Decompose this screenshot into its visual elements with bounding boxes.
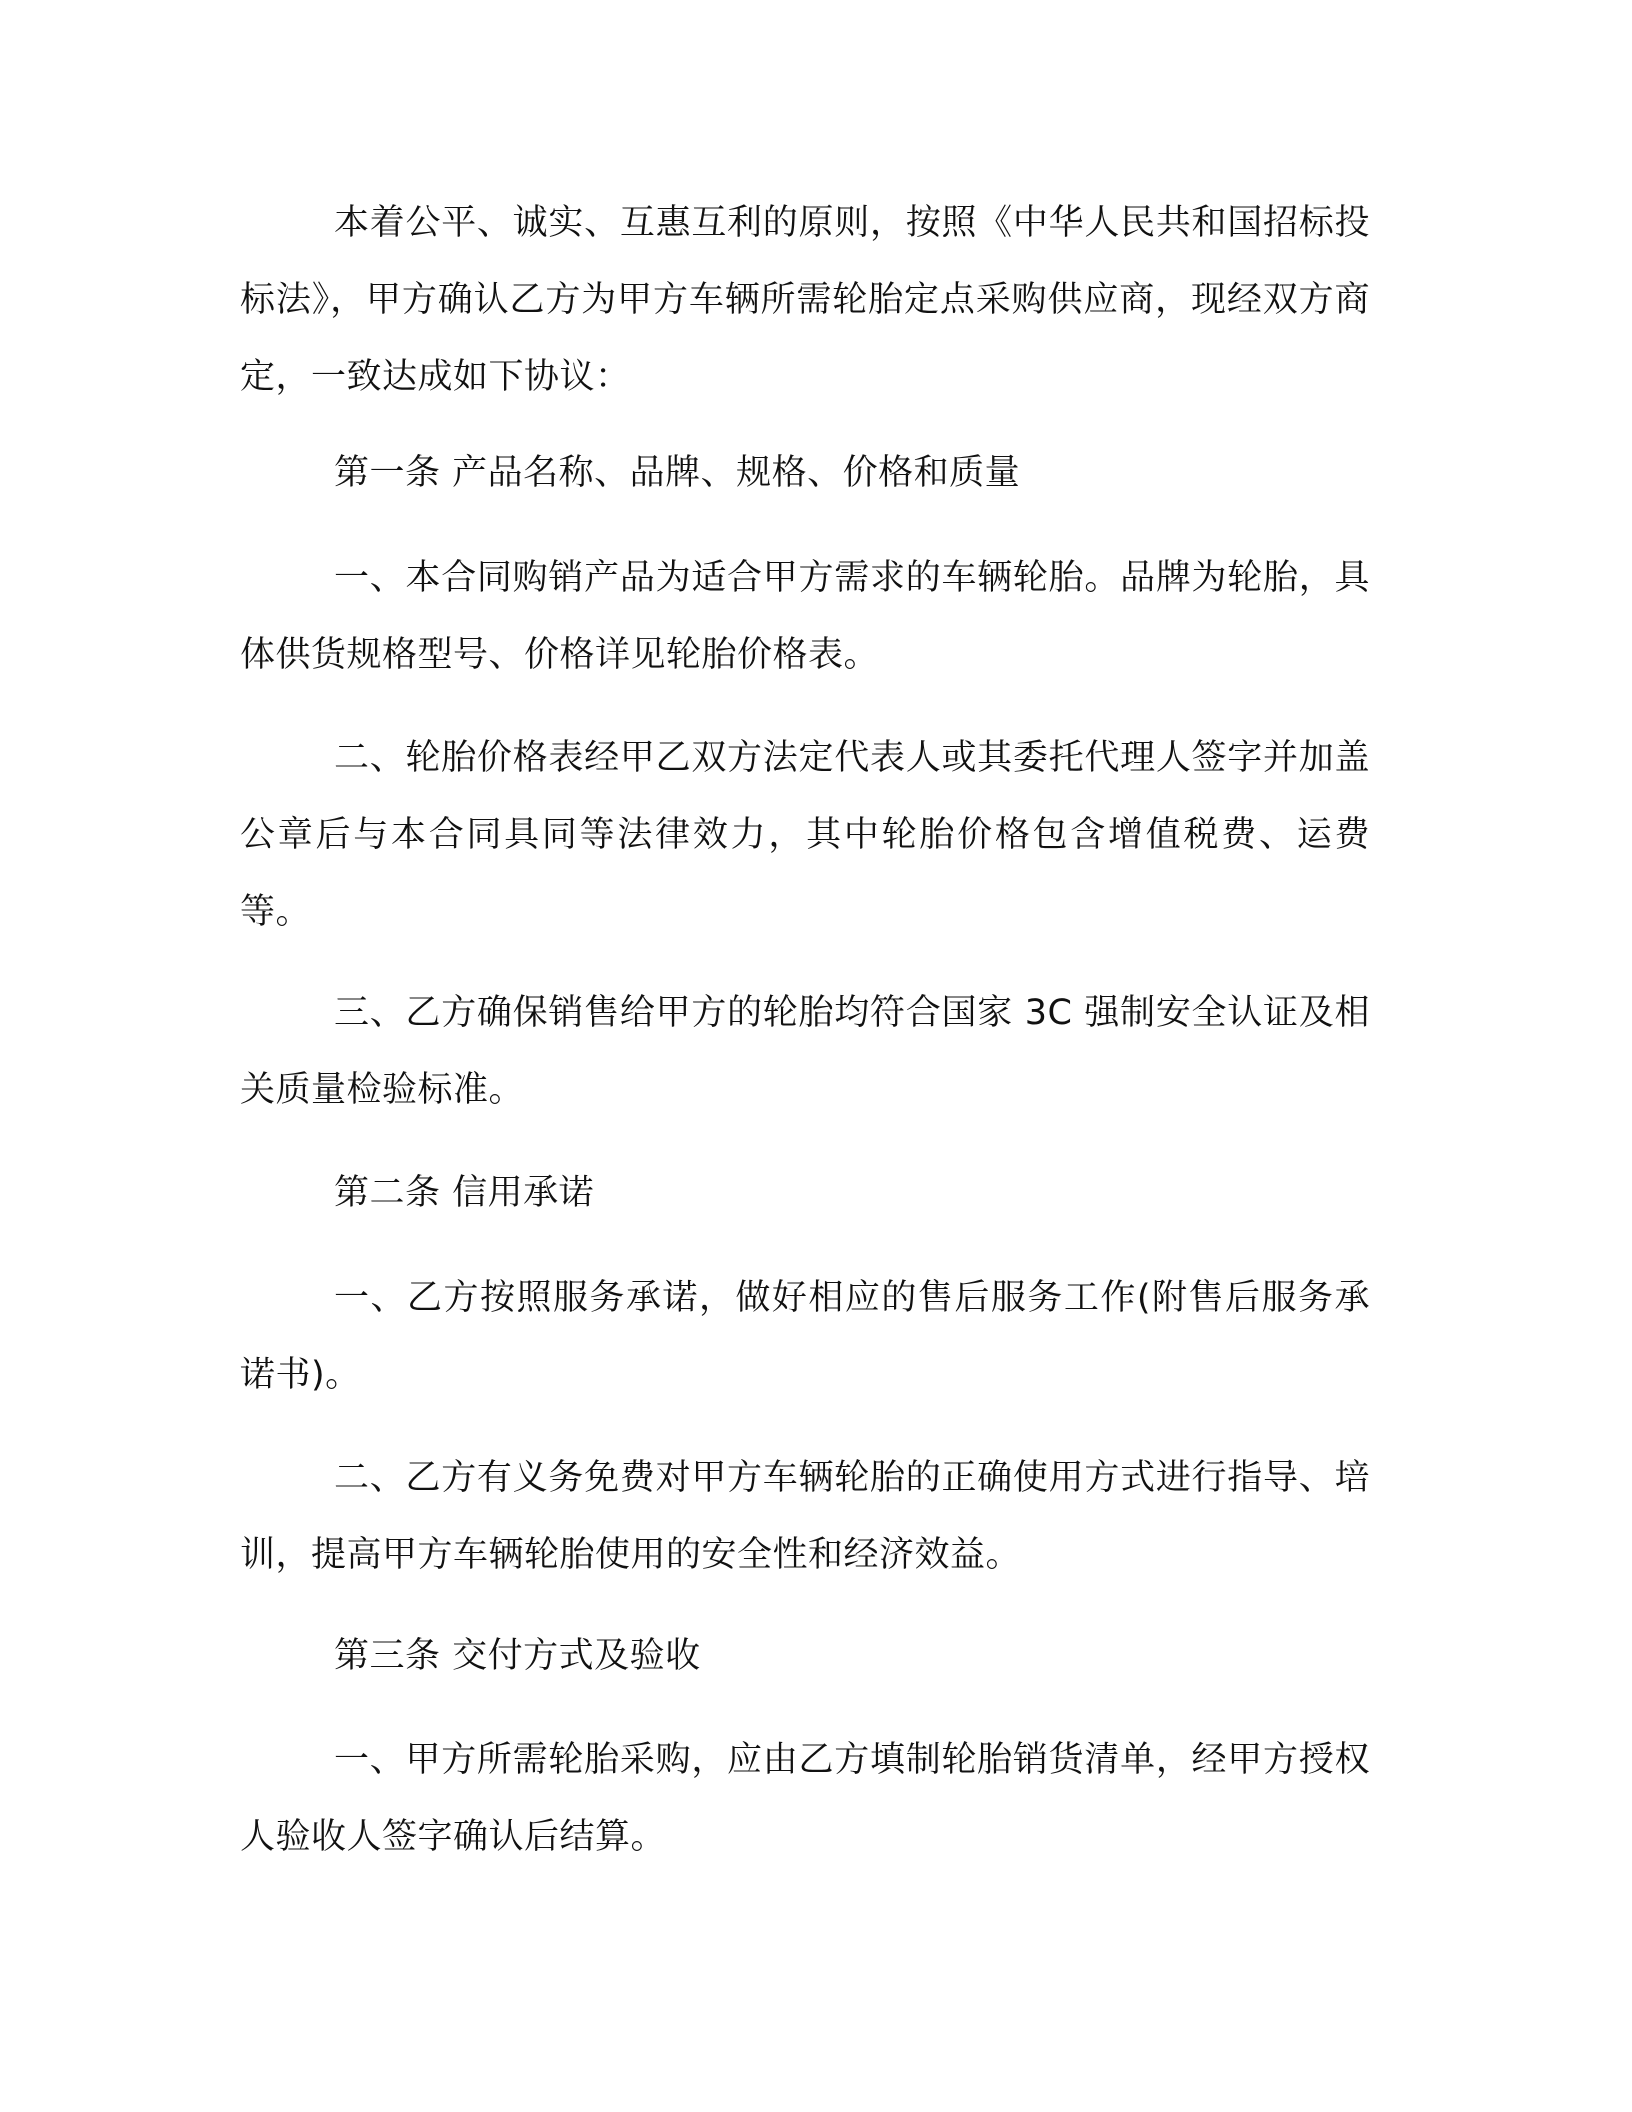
article-2-clause-2: 二、乙方有义务免费对甲方车辆轮胎的正确使用方式进行指导、培训，提高甲方车辆轮胎使用的安全性和经济效益。 [240,1458,1370,1575]
article-2-clause-1: 一、乙方按照服务承诺，做好相应的售后服务工作(附售后服务承诺书)。 [240,1278,1370,1395]
article-1-clause-1: 一、本合同购销产品为适合甲方需求的车辆轮胎。品牌为轮胎，具体供货规格型号、价格详见轮胎价格表。 [240,558,1370,675]
article-1-clause-3: 三、乙方确保销售给甲方的轮胎均符合国家 3C 强制安全认证及相关质量检验标准。 [240,993,1370,1110]
article-3-clause-1: 一、甲方所需轮胎采购，应由乙方填制轮胎销货清单，经甲方授权人验收人签字确认后结算。 [240,1740,1370,1857]
article-1-heading: 第一条 产品名称、品牌、规格、价格和质量 [334,453,1021,493]
article-3-heading: 第三条 交付方式及验收 [334,1636,701,1676]
article-1-clause-2: 二、轮胎价格表经甲乙双方法定代表人或其委托代理人签字并加盖公章后与本合同具同等法律效力，其中轮胎价格包含增值税费、运费等。 [240,738,1370,932]
article-2-heading: 第二条 信用承诺 [334,1173,595,1213]
paragraph-preamble: 本着公平、诚实、互惠互利的原则，按照《中华人民共和国招标投标法》，甲方确认乙方为甲方车辆所需轮胎定点采购供应商，现经双方商定，一致达成如下协议： [240,203,1370,397]
